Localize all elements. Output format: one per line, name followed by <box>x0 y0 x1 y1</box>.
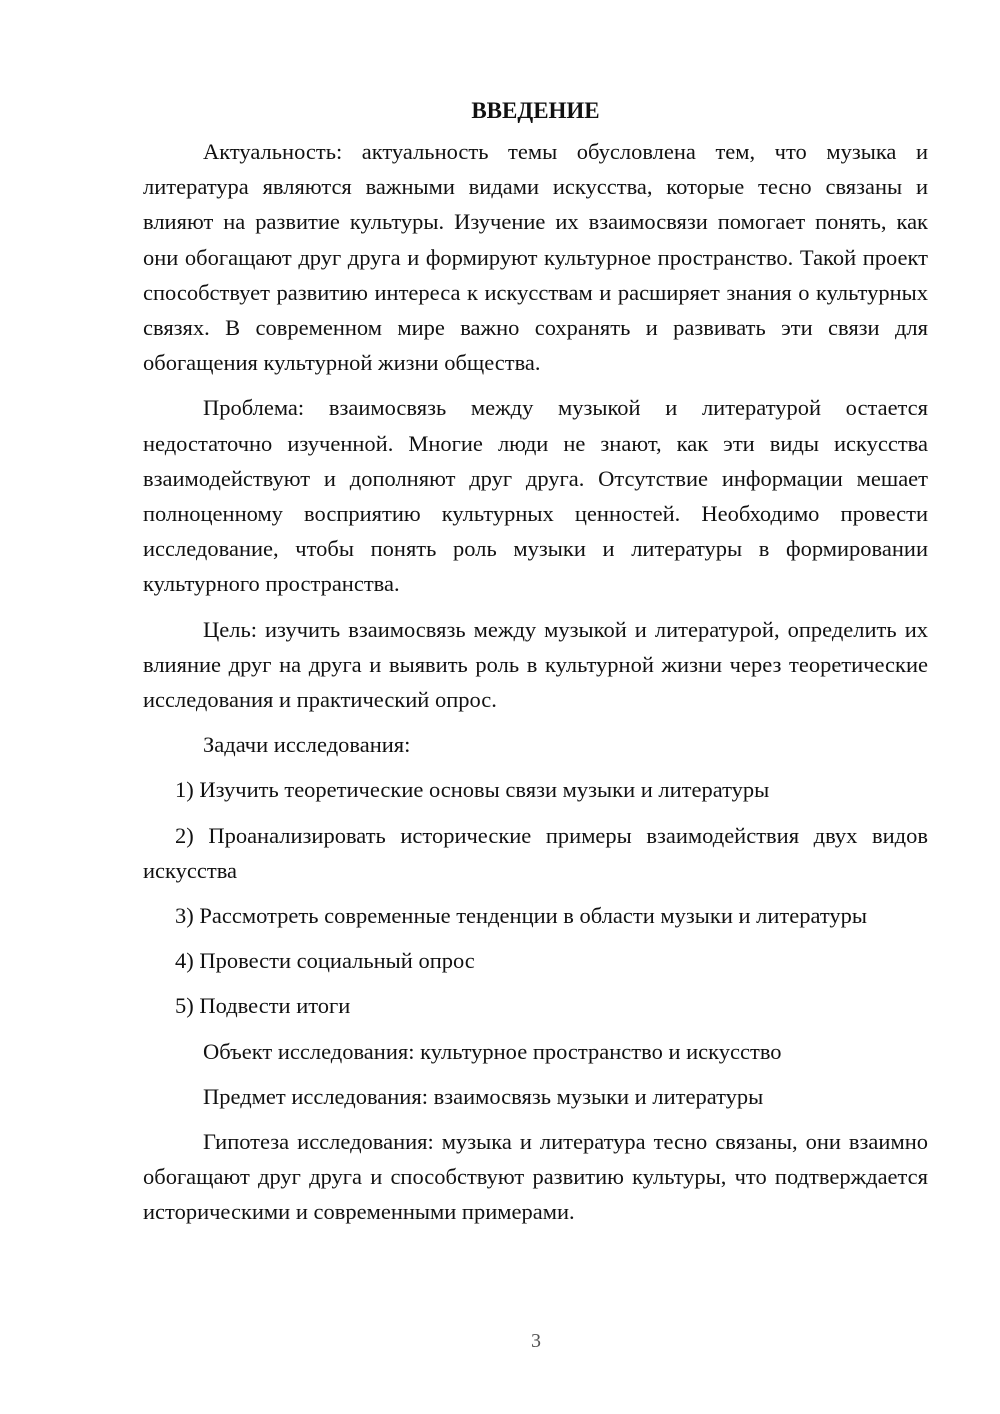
research-subject: Предмет исследования: взаимосвязь музыки и литературы <box>203 1083 764 1109</box>
document-page <box>143 93 928 1240</box>
section-title: ВВЕДЕНИЕ <box>471 98 600 123</box>
goal-paragraph: Цель: изучить взаимосвязь между музыкой и литературой, определить их влияние друг на друга и выявить роль в культурной жизни через теоретические исследования и практический опрос. <box>143 616 928 713</box>
task-item: 1) Изучить теоретические основы связи музыки и литературы <box>175 777 770 803</box>
page-number: 3 <box>531 1330 541 1352</box>
problem-paragraph: Проблема: взаимосвязь между музыкой и литературой остается недостаточно изученной. Многие люди не знают, как эти виды искусства взаимодействуют и дополняют друг друга. Отсутствие информации мешает полноценному восприятию культурных ценностей. Необходимо провести исследование, чтобы понять роль музыки и литературы в формировании культурного пространства. <box>143 395 928 597</box>
relevance-paragraph: Актуальность: актуальность темы обусловлена тем, что музыка и литература являются важными видами искусства, которые тесно связаны и влияют на развитие культуры. Изучение их взаимосвязи помогает понять, как они обогащают друг друга и формируют культурное пространство. Такой проект способствует развитию интереса к искусствам и расширяет знания о культурных связях. В современном мире важно сохранять и развивать эти связи для обогащения культурной жизни общества. <box>143 139 928 376</box>
task-item: 2) Проанализировать исторические примеры взаимодействия двух видов искусства <box>143 822 928 883</box>
task-item: 4) Провести социальный опрос <box>175 948 475 974</box>
tasks-list <box>143 772 928 1023</box>
research-hypothesis: Гипотеза исследования: музыка и литература тесно связаны, они взаимно обогащают друг друга и способствуют развитию культуры, что подтверждается историческими и современными примерами. <box>143 1129 928 1225</box>
research-object: Объект исследования: культурное пространство и искусство <box>203 1038 782 1064</box>
task-item: 5) Подвести итоги <box>175 993 351 1019</box>
task-item: 3) Рассмотреть современные тенденции в области музыки и литературы <box>175 903 868 929</box>
tasks-heading: Задачи исследования: <box>203 732 411 758</box>
